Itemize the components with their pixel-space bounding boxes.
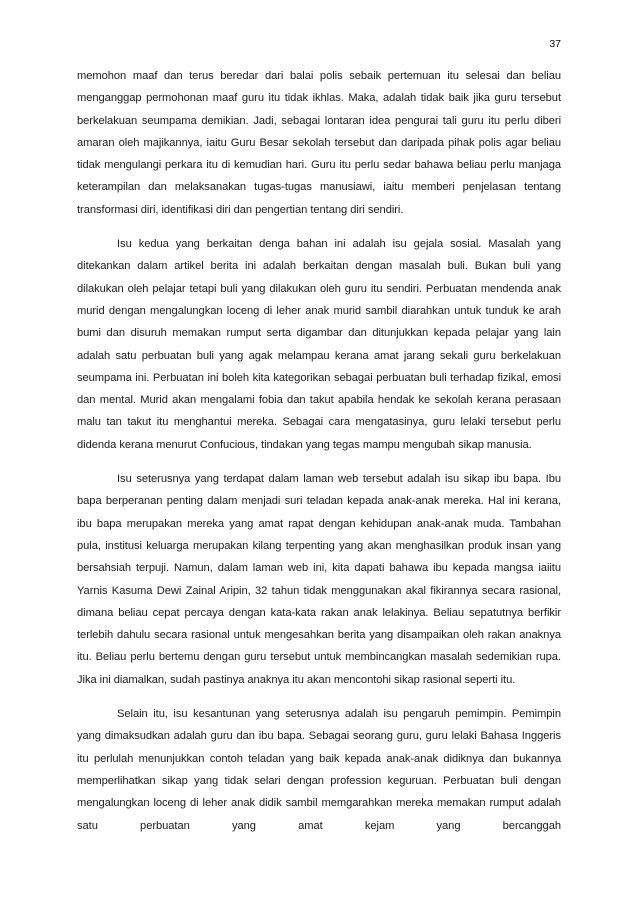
- paragraph-1: memohon maaf dan terus beredar dari balai polis sebaik pertemuan itu selesai dan beliau menganggap permohonan maaf guru itu tidak ikhlas. Maka, adalah tidak baik jika guru tersebut berkelakuan seumpama demikian. Jadi, sebagai lontaran idea pengurai tali guru itu perlu diberi amaran oleh majikannya, iaitu Guru Besar sekolah tersebut dan daripada pihak polis agar beliau tidak mengulangi perkara itu di kemudian hari. Guru itu perlu sedar bahawa beliau perlu manjaga keterampilan dan melaksanakan tugas-tugas manusiawi, iaitu memberi penjelasan tentang transformasi diri, identifikasi diri dan pengertian tentang diri sendiri.: [77, 70, 561, 216]
- paragraph-3: Isu seterusnya yang terdapat dalam laman web tersebut adalah isu sikap ibu bapa. Ibu bapa berperanan penting dalam menjadi suri teladan kepada anak-anak mereka. Hal ini kerana, ibu bapa merupakan mereka yang amat rapat dengan kehidupan anak-anak muda. Tambahan pula, institusi keluarga merupakan kilang terpenting yang akan menghasilkan produk insan yang bersahsiah terpuji. Namun, dalam laman web ini, kita dapati bahawa ibu kepada mangsa iaiitu Yarnis Kasuma Dewi Zainal Aripin, 32 tahun tidak menggunakan akal fikirannya secara rasional, dimana beliau cepat percaya dengan kata-kata rakan anak lelakinya. Beliau sepatutnya berfikir terlebih dahulu secara rasional untuk mengesahkan berita yang disampaikan oleh rakan anaknya itu. Beliau perlu bertemu dengan guru tersebut untuk membincangkan masalah sedemikian rupa. Jika ini diamalkan, sudah pastinya anaknya itu akan mencontohi sikap rasional seperti itu.: [77, 473, 561, 686]
- body-text: [77, 65, 561, 849]
- paragraph-4: Selain itu, isu kesantunan yang seterusnya adalah isu pengaruh pemimpin. Pemimpin yang dimaksudkan adalah guru dan ibu bapa. Sebagai seorang guru, guru lelaki Bahasa Inggeris itu perlulah menunjukkan contoh teladan yang baik kepada anak-anak didiknya dan bukannya memperlihatkan sikap yang tidak selari dengan profession keguruan. Perbuatan buli dengan mengalungkan loceng di leher anak didik sambil memgarahkan mereka memakan rumput adalah satu perbuatan yang amat kejam yang bercanggah: [77, 708, 561, 832]
- page-number: 37: [549, 38, 561, 50]
- paragraph-2: Isu kedua yang berkaitan denga bahan ini adalah isu gejala sosial. Masalah yang ditekankan dalam artikel berita ini adalah berkaitan dengan masalah buli. Bukan buli yang dilakukan oleh pelajar tetapi buli yang dilakukan oleh guru itu sendiri. Perbuatan mendenda anak murid dengan mengalungkan loceng di leher anak murid sambil diarahkan untuk tunduk ke arah bumi dan disuruh memakan rumput serta digambar dan ditunjukkan kepada pelajar yang lain adalah satu perbuatan buli yang agak melampau kerana amat jarang sekali guru berkelakuan seumpama ini. Perbuatan ini boleh kita kategorikan sebagai perbuatan buli terhadap fizikal, emosi dan mental. Murid akan mengalami fobia dan takut apabila hendak ke sekolah kerana perasaan malu tan takut itu menghantui mereka. Sebagai cara mengatasinya, guru lelaki tersebut perlu didenda kerana menurut Confucious, tindakan yang tegas mampu mengubah sikap manusia.: [77, 238, 561, 451]
